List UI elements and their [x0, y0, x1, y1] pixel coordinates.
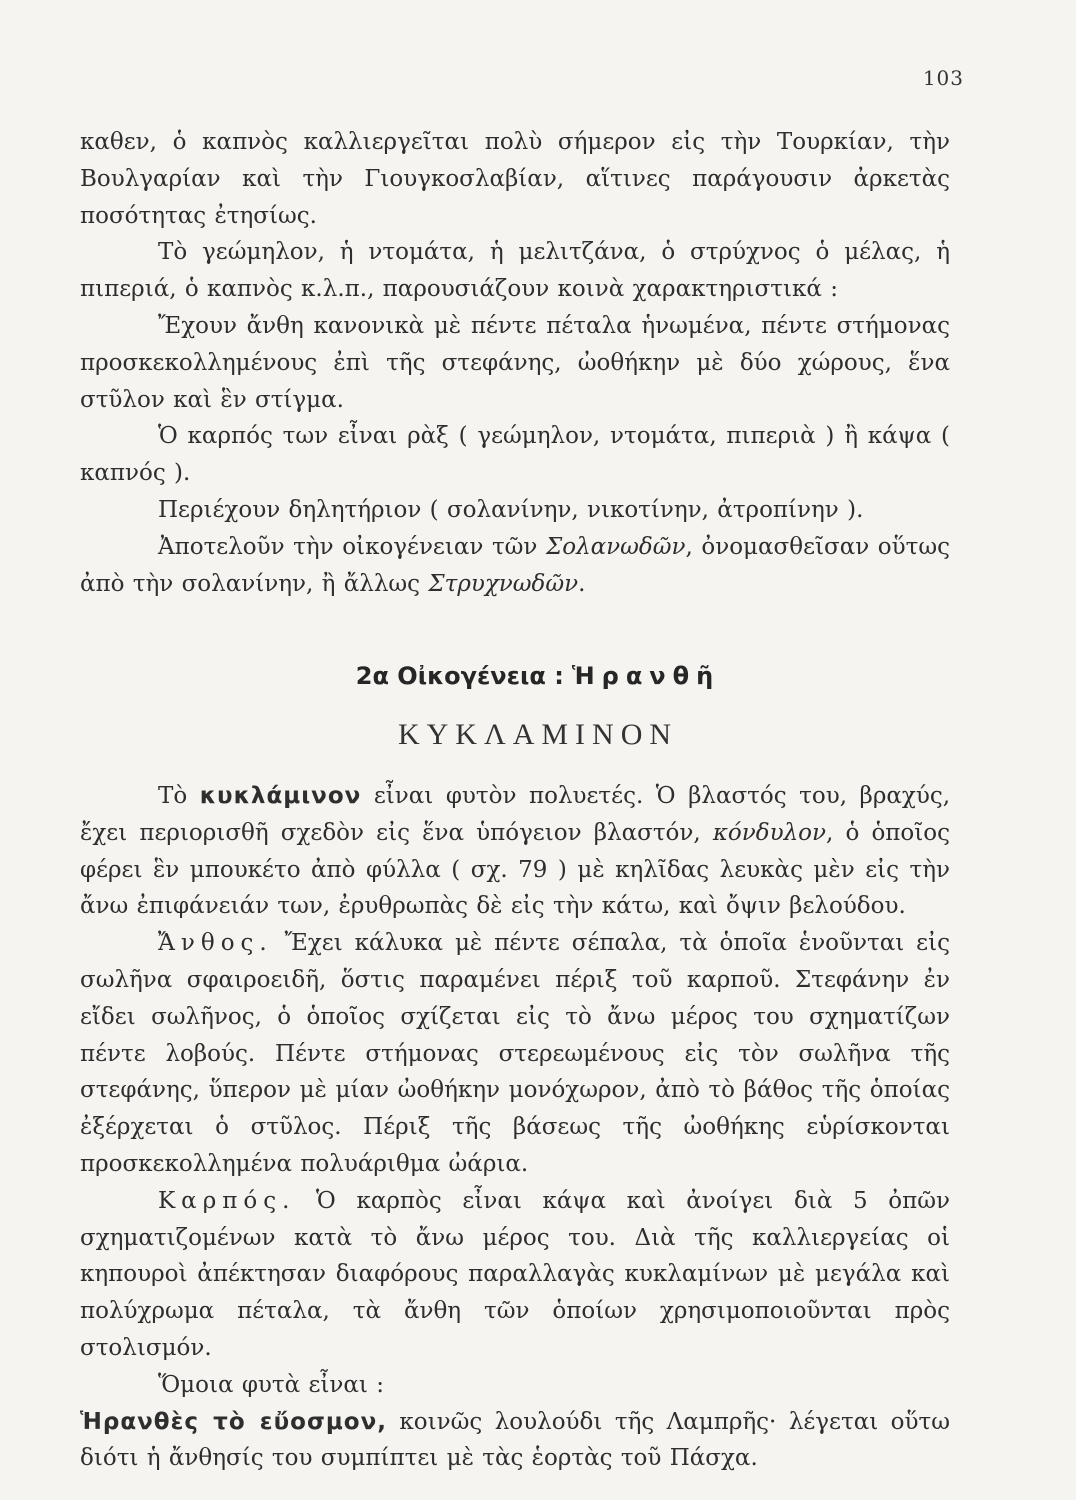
- text-run: κοινῶς λουλούδι τῆς Λαμπρῆς· λέγεται οὕτω διότι ἡ ἄνθησίς του συμπίπτει μὲ τὰς ἑορτὰς τοῦ Πάσχα.: [80, 1408, 950, 1472]
- text-run: .: [578, 570, 586, 597]
- paragraph: [80, 778, 950, 925]
- family-label: 2α Οἰκογένεια :: [355, 662, 564, 690]
- family-name-italic: Σολανωδῶν: [545, 533, 686, 560]
- family-heading: [0, 662, 1076, 690]
- family-name: Ἡρανθῆ: [571, 662, 721, 690]
- term-italic: κόνδυλον: [712, 819, 826, 846]
- paragraph: Ὅμοια φυτὰ εἶναι :: [158, 1371, 385, 1398]
- term-bold: κυκλάμινον: [199, 783, 362, 809]
- text-run: , ὀνομασθεῖσαν οὕτως ἀπὸ τὴν σολανίνην, ἢ ἄλλως: [80, 533, 950, 597]
- text-run: Ὁ καρπὸς εἶναι κάψα καὶ ἀνοίγει διὰ 5 ὀπῶν σχηματιζομένων κατὰ τὸ ἄνω μέρος του. Διὰ τῆς καλλιεργείας οἱ κηπουροὶ ἀπέκτησαν διαφόρους παραλλαγὰς κυκλαμίνων μὲ μεγάλα καὶ πολύχρωμα πέταλα, τὰ ἄνθη τῶν ὁποίων χρησιμοποιοῦνται πρὸς στολισμόν.: [80, 1187, 950, 1361]
- paragraph: [80, 1404, 950, 1478]
- text-section-cyclamen: [80, 778, 950, 1477]
- text-run: , ὁ ὁποῖος φέρει ἓν μπουκέτο ἀπὸ φύλλα ( σχ. 79 ) μὲ κηλῖδας λευκὰς μὲν εἰς τὴν ἄνω ἐπιφάνειάν των, ἐρυθρωπὰς δὲ εἰς τὴν κάτω, καὶ ὄψιν βελούδου.: [80, 819, 951, 920]
- text-run: Ἔχει κάλυκα μὲ πέντε σέπαλα, τὰ ὁποῖα ἑνοῦνται εἰς σωλῆνα σφαιροειδῆ, ὅστις παραμένει πέριξ τοῦ καρποῦ. Στεφάνην ἐν εἴδει σωλῆνος, ὁ ὁποῖος σχίζεται εἰς τὸ ἄνω μέρος του σχηματίζων πέντε λοβούς. Πέντε στήμονας στερεωμένους εἰς τὸν σωλῆνα τῆς στεφάνης, ὕπερον μὲ μίαν ὠοθήκην μονόχωρον, ἀπὸ τὸ βάθος τῆς ὁποίας ἐξέρχεται ὁ στῦλος. Πέριξ τῆς βάσεως τῆς ὠοθήκης εὑρίσκονται προσκεκολλημένα πολυάριθμα ὠάρια.: [80, 930, 950, 1177]
- text-run: εἶναι φυτὸν πολυετές. Ὁ βλαστός του, βραχύς, ἔχει περιορισθῆ σχεδὸν εἰς ἕνα ὑπόγειον βλαστόν,: [80, 783, 951, 846]
- subsection-label: Ἄνθος.: [158, 930, 273, 957]
- paragraph: [80, 529, 950, 603]
- page-number: 103: [922, 66, 964, 90]
- paragraph: [80, 1183, 950, 1367]
- paragraph: [80, 925, 950, 1183]
- text-run: Ἀποτελοῦν τὴν οἰκογένειαν τῶν: [158, 533, 546, 560]
- paragraph: Περιέχουν δηλητήριον ( σολανίνην, νικοτίνην, ἀτροπίνην ).: [158, 496, 864, 523]
- text-run: Τὸ: [158, 783, 200, 809]
- paragraph: Ὁ καρπός των εἶναι ρὰξ ( γεώμηλον, ντομάτα, πιπεριὰ ) ἢ κάψα ( καπνός ).: [80, 423, 950, 487]
- plant-title: ΚΥΚΛΑΜΙΝΟΝ: [397, 718, 679, 751]
- subsection-label: Καρπός.: [158, 1187, 296, 1214]
- paragraph: καθεν, ὁ καπνὸς καλλιεργεῖται πολὺ σήμερον εἰς τὴν Τουρκίαν, τὴν Βουλγαρίαν καὶ τὴν Γιουγκοσλαβίαν, αἵτινες παράγουσιν ἀρκετὰς ποσότητας ἐτησίως.: [80, 129, 950, 229]
- family-name-italic: Στρυχνωδῶν: [428, 570, 579, 597]
- text-section-solanaceae: [80, 124, 950, 602]
- paragraph: Τὸ γεώμηλον, ἡ ντομάτα, ἡ μελιτζάνα, ὁ στρύχνος ὁ μέλας, ἡ πιπεριά, ὁ καπνὸς κ.λ.π., παρουσιάζουν κοινὰ χαρακτηριστικά :: [80, 239, 950, 303]
- paragraph: Ἔχουν ἄνθη κανονικὰ μὲ πέντε πέταλα ἡνωμένα, πέντε στήμονας προσκεκολλημένους ἐπὶ τῆς στεφάνης, ὠοθήκην μὲ δύο χώρους, ἕνα στῦλον καὶ ἓν στίγμα.: [80, 312, 950, 413]
- term-bold: Ἡρανθὲς τὸ εὔοσμον,: [80, 1408, 387, 1435]
